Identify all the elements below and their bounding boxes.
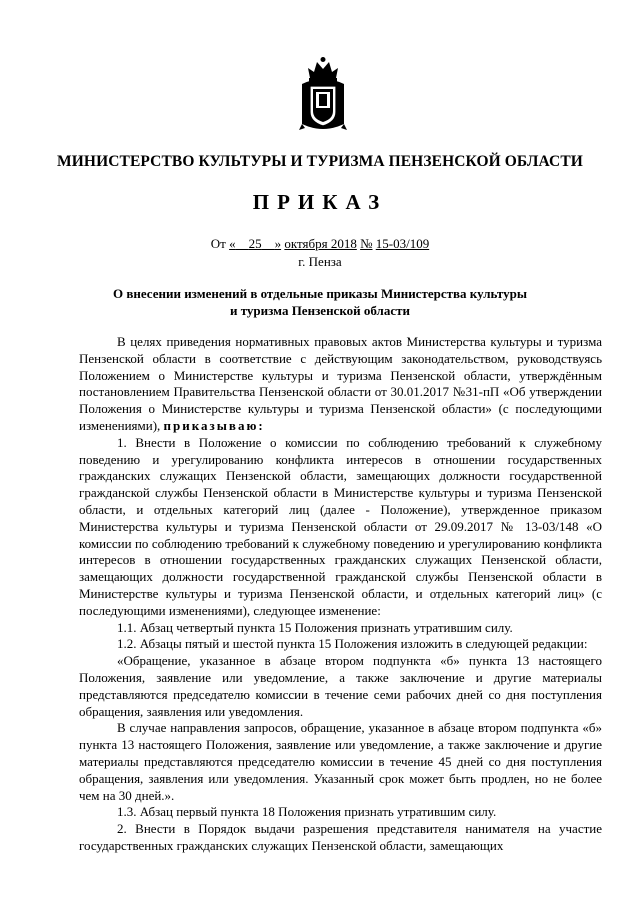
date-open-quote: « <box>229 236 236 251</box>
document-type-heading: ПРИКАЗ <box>252 190 388 214</box>
date-month-year: октября 2018 <box>284 236 357 251</box>
city: г. Пенза <box>298 254 342 269</box>
order-date-number-line <box>0 236 640 252</box>
document-title: О внесении изменений в отдельные приказы Министерства культуры и туризма Пензенской области <box>112 286 528 318</box>
paragraph: «Обращение, указанное в абзаце втором подпункта «б» пункта 13 настоящего Положения, заявление или уведомление, а также заключение и другие материалы представляются председателю комиссии в течение семи рабочих дней со дня поступления обращения, заявления или уведомления. <box>79 653 602 719</box>
number-sign: № <box>360 236 373 251</box>
penza-coat-of-arms-icon <box>298 56 348 132</box>
paragraph: 1.2. Абзацы пятый и шестой пункта 15 Положения изложить в следующей редакции: <box>117 636 588 652</box>
date-day: 25 <box>248 236 262 251</box>
date-close-quote: » <box>274 236 282 251</box>
paragraph: 2. Внести в Порядок выдачи разрешения представителя нанимателя на участие государственных гражданских служащих Пензенской области, замещающих <box>79 821 602 853</box>
paragraph: 1.3. Абзац первый пункта 18 Положения признать утратившим силу. <box>117 804 497 820</box>
paragraph <box>79 334 602 435</box>
paragraph: 1.1. Абзац четвертый пункта 15 Положения признать утратившим силу. <box>117 619 513 635</box>
date-prefix: От <box>210 236 226 251</box>
order-number: 15-03/109 <box>375 236 430 251</box>
paragraph: 1. Внести в Положение о комиссии по соблюдению требований к служебному поведению и урегулированию конфликта интересов в отношении государственных гражданских служащих Пензенской области, замещающих должности государственной гражданской службы Пензенской области в Министерстве культуры и туризма Пензенской области, и отдельных категорий лиц (далее - Положение), утвержденное приказом Министерства культуры и туризма Пензенской области от 29.09.2017 № 13-03/148 «О комиссии по соблюдению требований к служебному поведению и урегулированию конфликта интересов в отношении государственных гражданских служащих Пензенской области, замещающих должности государственной гражданской службы Пензенской области в Министерстве культуры и туризма Пензенской области, и отдельных категорий лиц» (с последующими изменениями), следующее изменение: <box>79 434 602 618</box>
paragraph-text: В целях приведения нормативных правовых актов Министерства культуры и туризма Пензенской области в соответствие с действующим законодательством, руководствуясь Положением о Министерстве культуры и туризма Пензенской области, утверждённым постановлением Правительства Пензенской области от 30.01.2017 №31-пП «Об утверждении Положения о Министерстве культуры и туризма Пензенской области» (с последующими изменениями), <box>79 334 602 433</box>
document-body <box>79 334 602 855</box>
ministry-name: МИНИСТЕРСТВО КУЛЬТУРЫ И ТУРИЗМА ПЕНЗЕНСКОЙ ОБЛАСТИ <box>57 153 583 170</box>
order-word: приказываю: <box>163 417 265 433</box>
paragraph: В случае направления запросов, обращение, указанное в абзаце втором подпункта «б» пункта 13 настоящего Положения, заявление или уведомление, а также заключение и другие материалы представляются председателю комиссии в течение 45 дней со дня поступления обращения, заявления или уведомления. Указанный срок может быть продлен, но не более чем на 30 дней.». <box>79 720 602 803</box>
